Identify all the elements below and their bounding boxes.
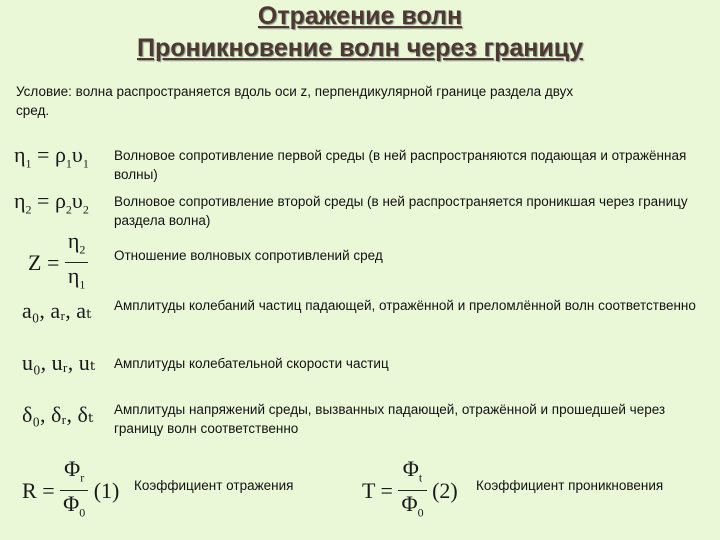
- slide-title: Отражение волн: [257, 2, 463, 30]
- formula-eta2: $\eta_2 = \rho_2\upsilon_2$: [14, 188, 89, 217]
- slide-subtitle: Проникновение волн через границу: [136, 34, 584, 62]
- desc-reflection-coefficient: Коэффициент отражения: [134, 478, 294, 493]
- t-fraction: $\frac{\Phi_t}{\Phi_0}$: [398, 456, 426, 526]
- desc-u-amplitudes: Амплитуды колебательной скорости частиц: [114, 356, 389, 371]
- equation-tag-1: (1): [93, 477, 120, 503]
- r-fraction: $\frac{\Phi_r}{\Phi_0}$: [60, 456, 88, 526]
- formula-z: Z = $\frac{\eta_2}{\eta_1}$: [28, 228, 88, 298]
- formula-eta1: $\eta_1 = \rho_1\upsilon_1$: [14, 142, 89, 171]
- desc-eta1: Волновое сопротивление первой среды (в ней распространяются подающая и отражённая волны): [114, 148, 687, 182]
- formula-u-amplitudes: u₀, uᵣ, uₜ: [22, 350, 96, 375]
- condition-text: Условие: волна распространяется вдоль оси z, перпендикулярной границе раздела двух сред.: [16, 84, 574, 118]
- desc-z: Отношение волновых сопротивлений сред: [114, 248, 383, 263]
- desc-transmission-coefficient: Коэффициент проникновения: [476, 478, 664, 493]
- desc-eta2: Волновое сопротивление второй среды (в ней распространяется проникшая через границу раздела волна): [114, 194, 688, 228]
- formula-transmission-coefficient: T = $\frac{\Phi_t}{\Phi_0}$ (2): [362, 456, 458, 526]
- equation-tag-2: (2): [432, 477, 458, 503]
- formula-a-amplitudes: a₀, aᵣ, aₜ: [22, 298, 92, 323]
- formula-reflection-coefficient: R = $\frac{\Phi_r}{\Phi_0}$ (1): [22, 456, 119, 526]
- formula-delta-amplitudes: δ₀, δᵣ, δₜ: [22, 402, 94, 427]
- z-fraction: $\frac{\eta_2}{\eta_1}$: [65, 228, 89, 298]
- desc-delta-amplitudes: Амплитуды напряжений среды, вызванных падающей, отражённой и прошедшей через границу волн соответственно: [114, 402, 666, 436]
- desc-a-amplitudes: Амплитуды колебаний частиц падающей, отражённой и преломлённой волн соответственно: [114, 298, 696, 313]
